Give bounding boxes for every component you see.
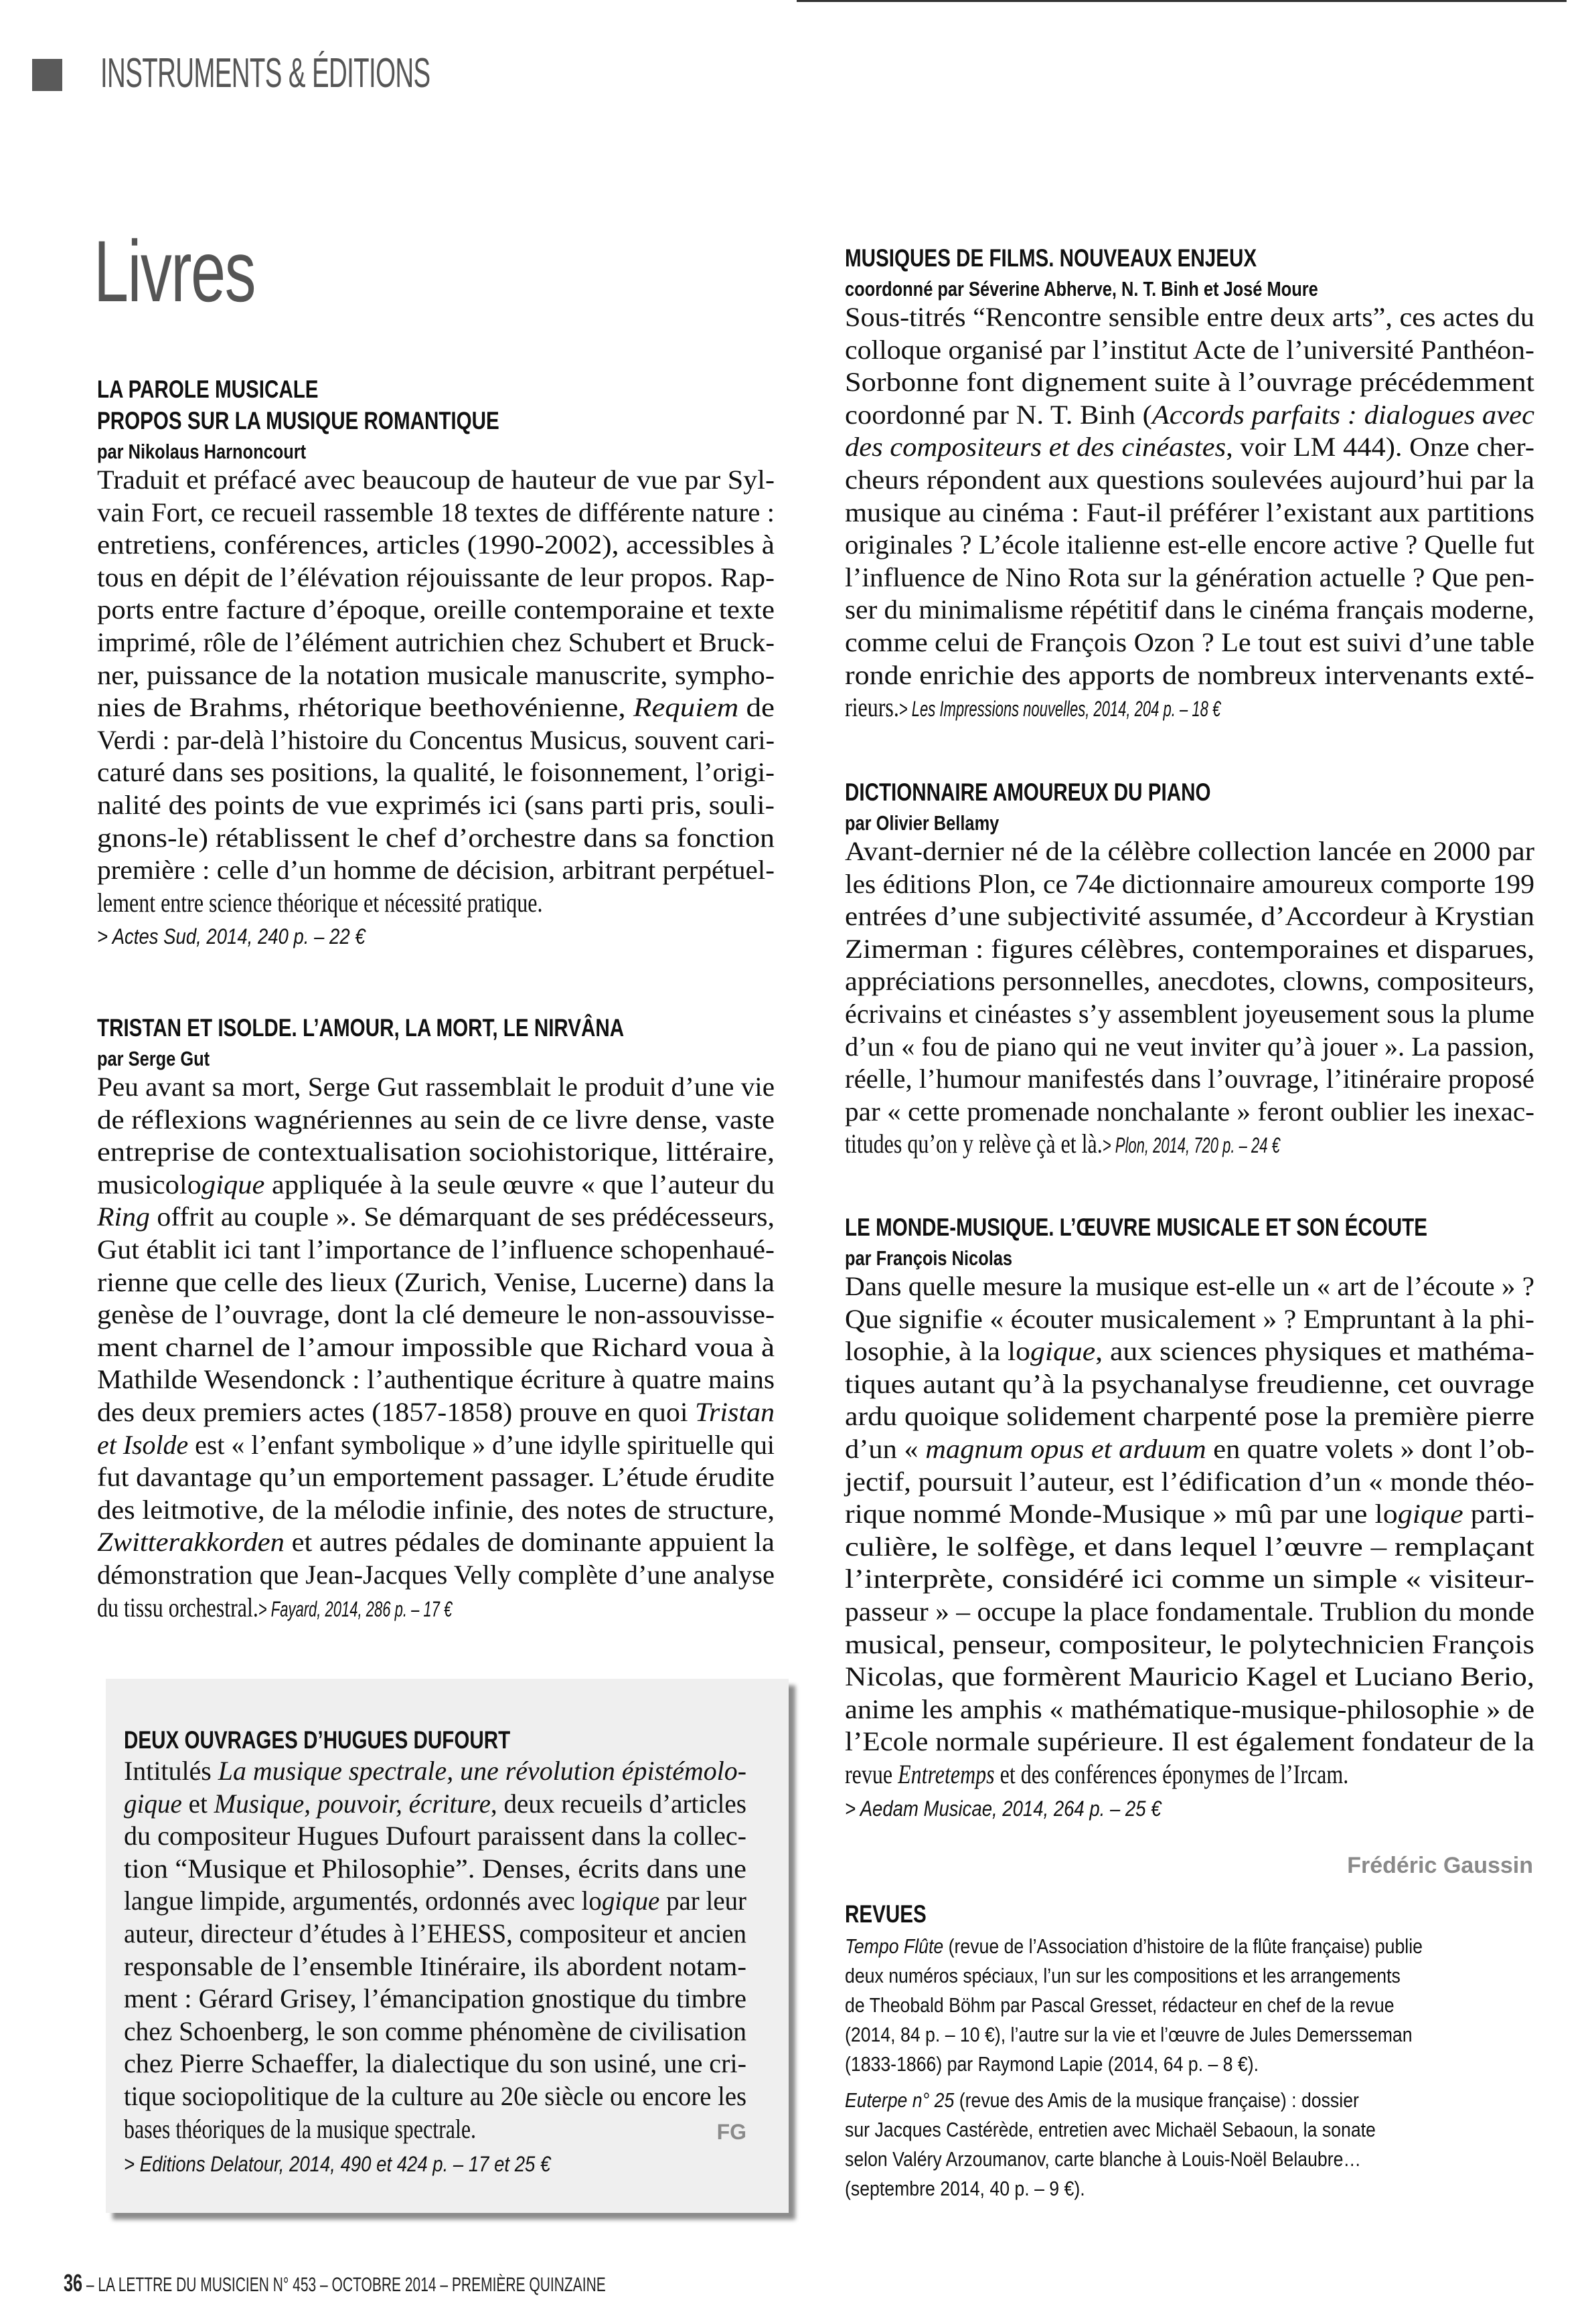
text-line: du tissu orchestral.> Fayard, 2014, 286 p. – 17 €: [97, 1592, 775, 1625]
article-body: [97, 464, 775, 919]
text-line: entrées d’une subjectivité assumée, d’Accordeur à Krystian: [845, 901, 1535, 932]
revues-line: (1833-1866) par Raymond Lapie (2014, 64 p. – 8 €).: [845, 2052, 1259, 2076]
section-marker-icon: [32, 59, 62, 91]
revues-section: [845, 1898, 1534, 2204]
text-line: entreprise de contextualisation sociohistorique, littéraire,: [97, 1137, 775, 1167]
text-line: vain Fort, ce recueil rassemble 18 textes de différente nature :: [97, 497, 775, 527]
text-line: les éditions Plon, ce 74e dictionnaire amoureux comporte 199: [845, 868, 1535, 899]
article-byline: par François Nicolas: [845, 1246, 1013, 1270]
text-line: jectif, poursuit l’auteur, est l’édification d’un « monde théo-: [845, 1466, 1534, 1497]
revues-line: deux numéros spéciaux, l’un sur les compositions et les arrangements: [845, 1964, 1401, 1987]
author-signature: Frédéric Gaussin: [1347, 1853, 1533, 1878]
text-line: l’influence de Nino Rota sur la génération actuelle ? Que pen-: [845, 562, 1534, 592]
revues-line: selon Valéry Arzoumanov, carte blanche à Louis-Noël Belaubre…: [845, 2147, 1362, 2171]
text-line: caturé dans ses positions, la qualité, le foisonnement, l’origi-: [97, 757, 775, 788]
text-line: originales ? L’école italienne est-elle encore active ? Quelle fut: [845, 529, 1535, 560]
text-line: chez Schoenberg, le son comme phénomène de civilisation: [124, 2015, 747, 2046]
article-reference: > Fayard, 2014, 286 p. – 17 €: [258, 1596, 453, 1621]
text-line: des leitmotive, de la mélodie infinie, des notes de structure,: [97, 1494, 775, 1525]
text-line: passeur » – occupe la place fondamentale. Trublion du monde: [845, 1596, 1534, 1627]
text-line: d’un « magnum opus et arduum en quatre volets » dont l’ob-: [845, 1433, 1535, 1464]
article-byline: par Nikolaus Harnoncourt: [97, 440, 307, 463]
text-line: démonstration que Jean-Jacques Velly complète d’une analyse: [97, 1559, 775, 1590]
article-title: DICTIONNAIRE AMOUREUX DU PIANO: [845, 778, 1211, 806]
top-rule: [797, 0, 1567, 2]
text-line: revue Entretemps et des conférences éponymes de l’Ircam.: [845, 1758, 1349, 1789]
text-line: anime les amphis « mathématique-musique-philosophie » de: [845, 1693, 1535, 1724]
page-footer: [64, 2269, 606, 2297]
text-line: Nicolas, que formèrent Mauricio Kagel et Luciano Berio,: [845, 1661, 1534, 1692]
article-dictionnaire-piano: [845, 776, 1534, 1161]
sidebox-body: [124, 1755, 746, 2145]
text-line: ardu quoique solidement charpenté pose la première pierre: [845, 1401, 1535, 1432]
text-line: responsable de l’ensemble Itinéraire, ils abordent notam-: [124, 1950, 746, 1981]
text-line: Mathilde Wesendonck : l’authentique écriture à quatre mains: [97, 1364, 775, 1395]
text-line: ner, puissance de la notation musicale manuscrite, sympho-: [97, 659, 775, 690]
article-la-parole-musicale: [97, 374, 775, 952]
text-line: Traduit et préfacé avec beaucoup de hauteur de vue par Syl-: [97, 465, 775, 495]
text-line: des compositeurs et des cinéastes, voir LM 444). Onze cher-: [845, 432, 1534, 463]
article-byline: coordonné par Séverine Abherve, N. T. Binh et José Moure: [845, 277, 1318, 301]
text-line: titudes qu’on y relève çà et là.> Plon, 2014, 720 p. – 24 €: [845, 1128, 1534, 1161]
text-line: réelle, l’humour manifestés dans l’ouvrage, l’itinéraire proposé: [845, 1064, 1534, 1094]
text-line: du compositeur Hugues Dufourt paraissent dans la collec-: [124, 1821, 747, 1851]
revues-item: [845, 1932, 1534, 2079]
text-line: Gut établit ici tant l’importance de l’influence schopenhaué-: [97, 1234, 775, 1264]
text-line: ment charnel de l’amour impossible que Richard voua à: [97, 1331, 775, 1362]
text-line: tous en dépit de l’élévation réjouissante de leur propos. Rap-: [97, 562, 775, 592]
revues-line: (septembre 2014, 40 p. – 9 €).: [845, 2177, 1085, 2200]
revues-line: (2014, 84 p. – 10 €), l’autre sur la vie et l’œuvre de Jules Demersseman: [845, 2023, 1413, 2046]
text-line: imprimé, rôle de l’élément autrichien chez Schubert et Bruck-: [97, 627, 775, 657]
article-title: MUSIQUES DE FILMS. NOUVEAUX ENJEUX: [845, 244, 1257, 272]
text-line: nies de Brahms, rhétorique beethovénienne, Requiem de: [97, 692, 775, 723]
author-initials: FG: [716, 2119, 746, 2144]
article-body: [845, 835, 1534, 1161]
article-byline: par Serge Gut: [97, 1047, 210, 1070]
text-line: ronde enrichie des apports de nombreux intervenants exté-: [845, 659, 1534, 690]
page-title: Livres: [94, 222, 256, 320]
footer-publication: – LA LETTRE DU MUSICIEN N° 453 – OCTOBRE 2014 – PREMIÈRE QUINZAINE: [82, 2274, 606, 2296]
article-tristan-et-isolde: [97, 1012, 775, 1624]
text-line: par « cette promenade nonchalante » feront oublier les inexac-: [845, 1096, 1534, 1127]
text-line: Peu avant sa mort, Serge Gut rassemblait le produit d’une vie: [97, 1072, 775, 1102]
text-line: rienne que celle des lieux (Zurich, Venise, Lucerne) dans la: [97, 1266, 775, 1297]
revues-line: Tempo Flûte (revue de l’Association d’histoire de la flûte française) publie: [845, 1934, 1423, 1958]
revues-line: sur Jacques Castérède, entretien avec Michaël Sebaoun, la sonate: [845, 2118, 1376, 2141]
text-line: cheurs répondent aux questions soulevées aujourd’hui par la: [845, 464, 1534, 495]
text-line: l’interprète, considéré ici comme un simple « visiteur-: [845, 1564, 1535, 1594]
text-line: auteur, directeur d’études à l’EHESS, compositeur et ancien: [124, 1918, 746, 1948]
sidebox-reference: > Editions Delatour, 2014, 490 et 424 p. – 17 et 25 €: [124, 2152, 551, 2177]
text-line: langue limpide, argumentés, ordonnés avec logique par leur: [124, 1886, 747, 1916]
revues-title: REVUES: [845, 1900, 927, 1928]
article-musiques-de-films: [845, 242, 1534, 724]
text-line: des deux premiers actes (1857-1858) prouve en quoi Tristan: [97, 1396, 775, 1427]
text-line: chez Pierre Schaeffer, la dialectique du son usiné, une cri-: [124, 2048, 746, 2079]
text-line: Ring offrit au couple ». Se démarquant de ses prédécesseurs,: [97, 1201, 775, 1232]
text-line: appréciations personnelles, anecdotes, clowns, compositeurs,: [845, 966, 1534, 997]
article-body: [97, 1071, 775, 1624]
text-line: et Isolde est « l’enfant symbolique » d’une idylle spirituelle qui: [97, 1429, 775, 1460]
text-line: écrivains et cinéastes s’y assemblent joyeusement sous la plume: [845, 998, 1534, 1029]
text-line: fut davantage qu’un emportement passager. L’étude érudite: [97, 1462, 775, 1493]
revues-line: Euterpe n° 25 (revue des Amis de la musique française) : dossier: [845, 2088, 1359, 2112]
text-line: tiques autant qu’à la psychanalyse freudienne, cet ouvrage: [845, 1368, 1534, 1399]
text-line: de réflexions wagnériennes au sein de ce livre dense, vaste: [97, 1104, 775, 1135]
article-le-monde-musique: [845, 1212, 1534, 1825]
text-line: rique nommé Monde-Musique » mû par une logique parti-: [845, 1499, 1535, 1529]
text-line: Que signifie « écouter musicalement » ? Empruntant à la phi-: [845, 1303, 1534, 1334]
article-byline: par Olivier Bellamy: [845, 811, 1000, 835]
article-reference: > Actes Sud, 2014, 240 p. – 22 €: [97, 924, 366, 949]
sidebox-dufourt: [106, 1679, 789, 2213]
article-reference: > Aedam Musicae, 2014, 264 p. – 25 €: [845, 1796, 1162, 1821]
text-line: musical, penseur, compositeur, le polytechnicien François: [845, 1629, 1535, 1659]
text-line: musicologique appliquée à la seule œuvre « que l’auteur du: [97, 1169, 775, 1199]
revues-item: [845, 2086, 1534, 2204]
article-title: TRISTAN ET ISOLDE. L’AMOUR, LA MORT, LE NIRVÂNA: [97, 1014, 625, 1042]
article-title: PROPOS SUR LA MUSIQUE ROMANTIQUE: [97, 407, 499, 434]
text-line: gique et Musique, pouvoir, écriture, deux recueils d’articles: [124, 1788, 746, 1819]
text-line: ser du minimalisme répétitif dans le cinéma français moderne,: [845, 594, 1534, 625]
article-title: LA PAROLE MUSICALE: [97, 376, 319, 403]
article-body: [845, 1270, 1534, 1791]
text-line: tique sociopolitique de la culture au 20e siècle ou encore les: [124, 2080, 747, 2111]
text-line: colloque organisé par l’institut Acte de l’université Panthéon-: [845, 334, 1534, 365]
text-line: Dans quelle mesure la musique est-elle un « art de l’écoute » ?: [845, 1271, 1535, 1301]
article-reference: > Plon, 2014, 720 p. – 24 €: [1102, 1133, 1280, 1158]
text-line: ment : Gérard Grisey, l’émancipation gnostique du timbre: [124, 1983, 747, 2014]
text-line: lement entre science théorique et nécessité pratique.: [97, 887, 543, 918]
text-line: première : celle d’un homme de décision, arbitrant perpétuel-: [97, 855, 775, 886]
text-line: culière, le solfège, et dans lequel l’œuvre – remplaçant: [845, 1531, 1535, 1562]
text-line: comme celui de François Ozon ? Le tout est suivi d’une table: [845, 627, 1534, 657]
text-line: musique au cinéma : Faut-il préférer l’existant aux partitions: [845, 497, 1535, 527]
text-line: Sorbonne font dignement suite à l’ouvrage précédemment: [845, 367, 1534, 398]
text-line: rieurs.> Les Impressions nouvelles, 2014, 204 p. – 18 €: [845, 691, 1534, 724]
text-line: nalité des points de vue exprimés ici (sans parti pris, souli-: [97, 789, 775, 820]
article-body: [845, 301, 1534, 724]
article-title: LE MONDE-MUSIQUE. L’ŒUVRE MUSICALE ET SON ÉCOUTE: [845, 1214, 1427, 1241]
text-line: Zwitterakkorden et autres pédales de dominante appuient la: [97, 1527, 775, 1558]
revues-line: de Theobald Böhm par Pascal Gresset, rédacteur en chef de la revue: [845, 1993, 1395, 2017]
text-line: tion “Musique et Philosophie”. Denses, écrits dans une: [124, 1853, 746, 1884]
text-line: Zimerman : figures célèbres, contemporaines et disparues,: [845, 933, 1535, 964]
text-line: d’un « fou de piano qui ne veut inviter qu’à jouer ». La passion,: [845, 1031, 1535, 1062]
text-line: Sous-titrés “Rencontre sensible entre deux arts”, ces actes du: [845, 302, 1535, 332]
text-line: Avant-dernier né de la célèbre collection lancée en 2000 par: [845, 836, 1535, 866]
page-number: 36: [64, 2269, 83, 2297]
text-line: entretiens, conférences, articles (1990-2002), accessibles à: [97, 529, 775, 560]
text-line: ports entre facture d’époque, oreille contemporaine et texte: [97, 594, 775, 625]
section-title: INSTRUMENTS & ÉDITIONS: [100, 50, 430, 96]
sidebox-title: DEUX OUVRAGES D’HUGUES DUFOURT: [124, 1726, 511, 1754]
text-line: genèse de l’ouvrage, dont la clé demeure le non-assouvisse-: [97, 1299, 775, 1330]
text-line: losophie, à la logique, aux sciences physiques et mathéma-: [845, 1336, 1535, 1367]
text-line: l’Ecole normale supérieure. Il est également fondateur de la: [845, 1726, 1534, 1757]
article-reference: > Les Impressions nouvelles, 2014, 204 p. – 18 €: [898, 697, 1221, 722]
text-line: coordonné par N. T. Binh (Accords parfaits : dialogues avec: [845, 399, 1534, 430]
text-line: Intitulés La musique spectrale, une révolution épistémolo-: [124, 1756, 747, 1786]
text-line: Verdi : par-delà l’histoire du Concentus Musicus, souvent cari-: [97, 724, 775, 755]
text-line: bases théoriques de la musique spectrale. FG: [124, 2113, 746, 2146]
text-line: gnons-le) rétablissent le chef d’orchestre dans sa fonction: [97, 822, 775, 853]
